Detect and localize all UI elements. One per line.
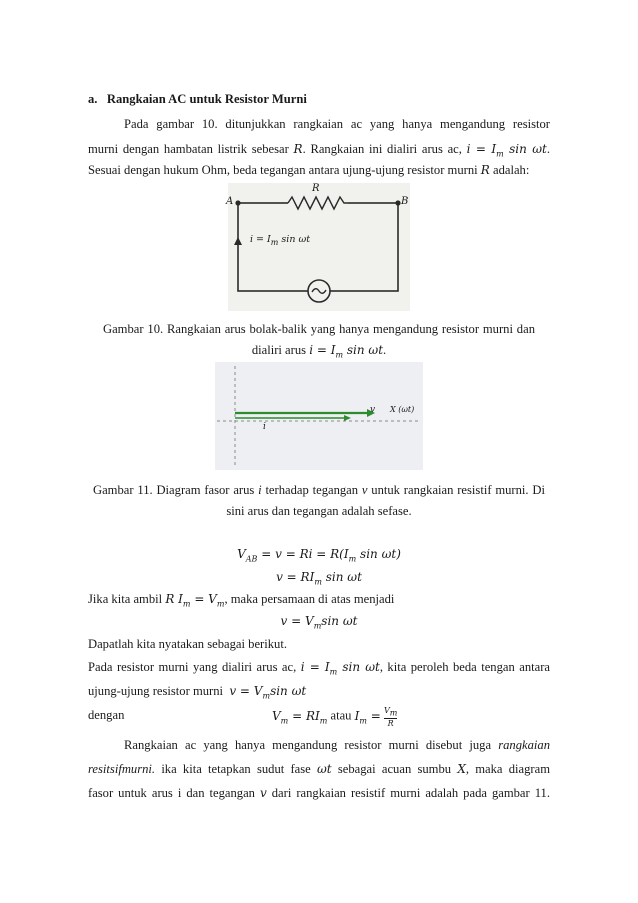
jika-line [88,592,550,608]
section-heading [88,92,550,107]
label-current-text: i = I [250,234,271,245]
math-pada-current: $i = I_m$ sin ωt [300,660,380,677]
pada-text: Pada resistor murni yang dialiri arus ac, [88,660,297,674]
atau-text: atau [330,708,352,723]
jika-text-b: , maka persamaan di atas menjadi [224,592,395,606]
node-A [235,200,240,205]
math-vm: $V_m = RI_m$ [272,708,328,726]
para1-line2-text-b: . Rangkaian ini dialiri arus ac, [302,142,462,156]
math-R: R [293,142,303,156]
label-R: R [312,183,320,194]
figure-10-circuit [228,183,410,311]
ujung-text: ujung-ujung resistor murni [88,684,224,698]
final-text-3b: dari rangkaian resistif murni adalah pada gambar 11. [271,786,550,800]
final-line1 [124,738,550,753]
figure-11-caption-l2 [88,504,550,519]
math-omega-t: ωt [317,762,332,776]
equation-1: $V_{AB} = v = Ri = R(I_m$ sin ωt) [237,547,401,564]
math-R-2: R [480,163,490,177]
label-axis: X (ωt) [390,405,415,414]
para1-line3-text: Sesuai dengan hukum Ohm, beda tegangan antara ujung-ujung resistor murni [88,163,478,177]
label-B: B [401,196,409,207]
final-em-2: resitsifmurni. [88,762,156,776]
phasor-diagram [215,362,423,470]
para1-line3-text-b: adalah: [492,163,530,177]
jika-text: Jika kita ambil [88,592,163,606]
final-text-1: Rangkaian ac yang hanya mengandung resistor murni disebut juga [124,738,492,752]
node-B [395,200,400,205]
para1-line2-text: murni dengan hambatan listrik sebesar [88,142,289,156]
caption11-a: Gambar 11. Diagram fasor arus [93,483,255,497]
label-A: A [226,196,234,207]
figure-11-caption-l1 [93,483,545,498]
figure-10-caption-l1 [103,322,535,337]
dapatlah-text: Dapatlah kita nyatakan sebagai berikut. [88,637,287,651]
figure-10-caption-text-2: dialiri arus [251,343,307,357]
figure-11-phasor [215,362,423,470]
final-text-2c: , maka diagram [465,762,551,776]
final-line3 [88,786,550,801]
final-text-2: ika kita tetapkan sudut fase [161,762,311,776]
caption11-line2: sini arus dan tegangan adalah sefase. [226,504,412,518]
label-current-sub: m [270,237,279,247]
final-text-3a: fasor untuk arus i dan tegangan [88,786,255,800]
equation-2: $v = RI_m$ sin ωt [276,570,362,587]
caption11-b: i [258,483,262,497]
para1-line1-text: Pada gambar 10. ditunjukkan rangkaian ac yang hanya mengandung resistor [124,117,550,131]
final-em-1: rangkaian [498,738,550,752]
dapatlah-line [88,637,550,652]
math-R-Im: R $I_m = V_m$ [165,592,225,609]
label-v: v [370,405,376,415]
ujung-line [88,684,550,700]
para1-line3 [88,163,550,178]
section-title: Rangkaian AC untuk Resistor Murni [106,92,307,106]
caption11-e: untuk rangkaian resistif murni. Di [371,483,545,497]
figure-10-caption-text: Gambar 10. Rangkaian arus bolak-balik yang hanya mengandung resistor murni dan [103,322,535,336]
current-arrow-icon [234,237,242,245]
label-current [250,234,310,247]
caption11-c: terhadap tegangan [265,483,359,497]
para1-line1 [124,117,550,132]
figure-10-caption-l2: dialiri arus $i = I_m$ sin ωt. [251,343,387,360]
label-i: i [263,422,266,432]
math-ujung: $v = V_m\sin$ ωt [229,684,307,701]
dengan-text: dengan [88,708,125,722]
math-fraction: $\frac{V_m}{R}$ [384,706,398,728]
section-number: a. [88,92,98,106]
para1-line2: murni dengan hambatan listrik sebesar R. Rangkaian ini dialiri arus ac, $i = I_m$ sin ωt. [88,142,550,159]
label-current-tail: sin ωt [278,234,311,245]
circuit-diagram [228,183,410,311]
final-text-2b: sebagai acuan sumbu [337,762,452,776]
math-v: v [259,786,267,800]
math-caption-current: $i = I_m$ sin ωt [309,343,384,360]
current-arrow-head-icon [344,415,351,421]
equation-3: $v = V_m\sin$ ωt [280,614,358,631]
math-X: X [457,762,466,776]
math-current: $i = I_m$ sin ωt [466,142,547,159]
circuit-wires [238,203,398,291]
pada-line [88,660,550,676]
dengan-equation [272,706,397,728]
math-im: $I_m$ = [354,708,381,726]
final-line2 [88,762,550,777]
caption11-d: v [361,483,368,497]
pada-text-b: , kita peroleh beda tengan antara [379,660,550,674]
